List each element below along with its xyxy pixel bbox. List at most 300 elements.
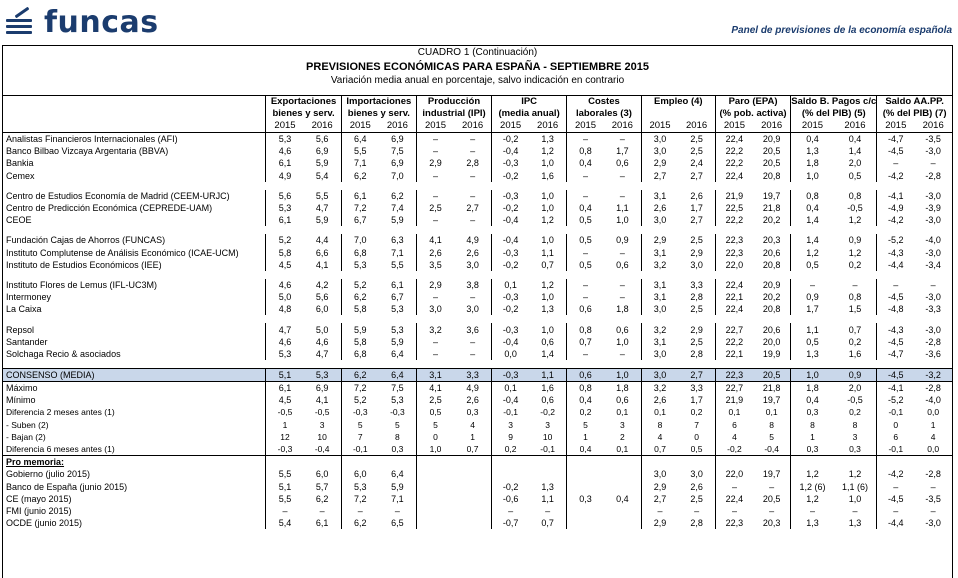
value-cell: –	[567, 170, 604, 182]
value-cell: 6,1	[266, 214, 304, 226]
value-cell: –	[877, 505, 915, 517]
value-cell	[791, 456, 834, 469]
year-header: 2015	[567, 120, 604, 133]
value-cell: 7,5	[391, 383, 404, 394]
value-cell: -3,2	[914, 369, 952, 382]
value-cell: 1,0	[604, 369, 641, 382]
value-cell: 5,9	[391, 336, 404, 347]
value-cell: 4	[470, 419, 475, 430]
row-label: Centro de Estudios Economía de Madrid (CEEM-URJC)	[6, 190, 230, 201]
value-cell: 1,1	[791, 323, 834, 335]
value-cell: 1,7	[690, 395, 703, 406]
value-cell: 6,0	[341, 468, 379, 480]
value-cell: –	[769, 505, 775, 516]
value-cell: 4,1	[416, 382, 454, 395]
value-cell: 6,9	[315, 383, 329, 394]
value-cell: 1,6	[848, 348, 862, 359]
value-cell: 22,3	[715, 369, 753, 382]
value-cell: 22,7	[715, 382, 753, 395]
value-cell: 4	[641, 431, 678, 443]
value-cell: 5,3	[266, 133, 304, 146]
value-cell: 0,2	[567, 406, 604, 418]
value-cell: 2,5	[690, 235, 703, 246]
value-cell: 1,0	[541, 235, 554, 246]
value-cell: 0,7	[466, 444, 479, 455]
value-cell: -0,3	[492, 323, 530, 335]
value-cell: 1,1	[529, 369, 567, 382]
value-cell: 2,0	[848, 383, 862, 394]
value-cell: 22,1	[715, 291, 753, 303]
value-cell: 2,7	[678, 369, 715, 382]
table-row	[3, 382, 952, 395]
value-cell: 3,5	[416, 259, 454, 271]
table-row	[3, 456, 952, 469]
value-cell: -0,6	[492, 493, 530, 505]
value-cell: 0,5	[567, 214, 604, 226]
value-cell: 1,0	[541, 203, 554, 214]
value-cell	[492, 468, 530, 480]
value-cell: -4,0	[925, 395, 941, 406]
value-cell: 0,5	[567, 234, 604, 246]
value-cell: 1,2	[541, 279, 554, 290]
row-label: Intermoney	[6, 292, 52, 303]
value-cell: 1,5	[848, 304, 862, 315]
value-cell: 22,3	[715, 517, 753, 529]
value-cell: 5,8	[341, 336, 379, 348]
column-header-line2	[641, 108, 715, 120]
value-cell: 0,3	[466, 407, 479, 418]
column-header-line2: (% del PIB) (5)	[791, 108, 877, 120]
value-cell: –	[470, 215, 476, 226]
value-cell: -3,5	[925, 134, 941, 145]
year-header: 2016	[304, 120, 342, 133]
value-cell: –	[416, 348, 454, 360]
value-cell: 5,8	[341, 303, 379, 315]
value-cell: 0,4	[791, 133, 834, 146]
value-cell: –	[416, 336, 454, 348]
table-row	[3, 505, 952, 517]
value-cell: –	[694, 505, 700, 516]
value-cell: 22,3	[715, 247, 753, 259]
value-cell: 4,6	[315, 336, 329, 347]
value-cell: 0,8	[848, 190, 862, 201]
value-cell: 4,9	[466, 383, 479, 394]
value-cell: -2,8	[925, 170, 941, 181]
value-cell: -0,5	[266, 406, 304, 418]
value-cell: 3,3	[690, 279, 703, 290]
value-cell: -0,4	[492, 145, 530, 157]
value-cell: -4,7	[877, 348, 915, 360]
value-cell: 3,0	[466, 304, 479, 315]
value-cell: 0,4	[567, 202, 604, 214]
value-cell: 8	[395, 431, 400, 442]
value-cell: 0,2	[492, 443, 530, 456]
value-cell: 0,5	[416, 406, 454, 418]
value-cell: –	[416, 214, 454, 226]
value-cell: 1,2	[791, 247, 834, 259]
value-cell: 8	[791, 419, 834, 431]
value-cell: 3,0	[641, 133, 678, 146]
value-cell	[753, 456, 791, 469]
value-cell: -0,5	[847, 203, 863, 214]
year-header: 2016	[529, 120, 567, 133]
year-header: 2015	[416, 120, 454, 133]
value-cell: 0,0	[492, 348, 530, 360]
value-cell: 1,1 (6)	[841, 481, 868, 492]
value-cell: 21,8	[762, 203, 781, 214]
value-cell: 6,9	[315, 146, 329, 157]
table-row	[3, 481, 952, 493]
value-cell: 22,1	[715, 348, 753, 360]
value-cell: 0,6	[567, 369, 604, 382]
value-cell: 2,5	[690, 304, 703, 315]
value-cell: 5,5	[341, 145, 379, 157]
value-cell: 6,7	[391, 292, 404, 303]
value-cell: 0,4	[791, 202, 834, 214]
value-cell: 22,4	[715, 279, 753, 291]
value-cell: 1,3	[848, 518, 862, 529]
value-cell: –	[930, 158, 936, 169]
value-cell: –	[619, 170, 625, 181]
value-cell: 3,3	[690, 383, 703, 394]
value-cell: 7,4	[391, 203, 404, 214]
value-cell: 3,0	[641, 369, 678, 382]
value-cell: –	[791, 279, 834, 291]
value-cell: 1,3	[541, 304, 554, 315]
value-cell: 5,3	[391, 324, 404, 335]
value-cell: 22,5	[715, 202, 753, 214]
value-cell	[379, 456, 417, 469]
value-cell: 4,9	[466, 235, 479, 246]
value-cell: 10	[542, 431, 553, 442]
row-label: Fundación Cajas de Ahorros (FUNCAS)	[6, 235, 166, 246]
value-cell: 5,2	[266, 234, 304, 246]
value-cell: 6,2	[341, 517, 379, 529]
value-cell: 1,3	[791, 517, 834, 529]
row-label: Repsol	[6, 324, 35, 335]
value-cell: –	[852, 279, 858, 290]
table-row	[3, 145, 952, 157]
value-cell: 2,5	[416, 202, 454, 214]
value-cell: 1,2	[791, 468, 834, 480]
value-cell: 4	[930, 431, 936, 442]
value-cell: 0,7	[541, 259, 554, 270]
value-cell	[416, 481, 454, 493]
value-cell: -0,1	[492, 406, 530, 418]
value-cell: 0,1	[492, 279, 530, 291]
value-cell: -0,1	[877, 406, 915, 418]
value-cell	[454, 468, 492, 480]
value-cell: 1,7	[616, 146, 629, 157]
value-cell: -3,4	[925, 259, 941, 270]
value-cell: 4,5	[266, 259, 304, 271]
forecast-table	[3, 95, 952, 529]
value-cell: 19,7	[762, 190, 781, 201]
value-cell: 4,5	[266, 394, 304, 406]
value-cell: -4,2	[877, 214, 915, 226]
consensus-row	[3, 369, 952, 382]
value-cell: 1,7	[791, 303, 834, 315]
value-cell: –	[791, 505, 834, 517]
value-cell: -0,4	[492, 394, 530, 406]
value-cell: –	[470, 336, 476, 347]
value-cell: 5,3	[341, 481, 379, 493]
value-cell: 4,6	[266, 336, 304, 348]
value-cell: 22,2	[715, 214, 753, 226]
value-cell: -3,0	[925, 292, 941, 303]
value-cell: -3,0	[925, 146, 941, 157]
page-header	[0, 0, 958, 44]
value-cell: 22,4	[715, 170, 753, 182]
value-cell: 1,3	[541, 134, 554, 145]
value-cell	[454, 517, 492, 529]
value-cell: -0,2	[492, 259, 530, 271]
value-cell: 6,7	[341, 214, 379, 226]
value-cell: 2,7	[641, 493, 678, 505]
value-cell: –	[930, 481, 936, 492]
value-cell: 1,7	[690, 203, 703, 214]
value-cell	[416, 456, 454, 469]
value-cell: 1,2 (6)	[791, 481, 834, 493]
value-cell	[567, 456, 604, 469]
row-label: CE (mayo 2015)	[6, 493, 72, 504]
value-cell: 0,1	[765, 407, 778, 418]
value-cell	[604, 456, 641, 469]
value-cell: 0,9	[791, 291, 834, 303]
value-cell: 0,4	[848, 134, 862, 145]
value-cell: 1,1	[541, 493, 554, 504]
table-row	[3, 214, 952, 226]
value-cell: 6,4	[391, 348, 404, 359]
value-cell: 6,4	[391, 469, 404, 480]
value-cell: 20,8	[762, 304, 781, 315]
value-cell: 4,2	[315, 279, 329, 290]
value-cell: –	[416, 291, 454, 303]
value-cell: –	[470, 348, 476, 359]
value-cell: -4,8	[877, 303, 915, 315]
value-cell: 5,9	[391, 215, 404, 226]
value-cell: 1,1	[541, 247, 554, 258]
value-cell: 20,5	[762, 493, 781, 504]
value-cell: –	[619, 292, 625, 303]
value-cell: 0,7	[541, 518, 554, 529]
value-cell: 0	[694, 431, 699, 442]
value-cell: 5,3	[304, 369, 342, 382]
value-cell: 6,3	[391, 235, 404, 246]
value-cell: 3,2	[416, 323, 454, 335]
value-cell: 0,8	[567, 323, 604, 335]
column-header-line1: Producción	[416, 96, 491, 109]
row-label: Gobierno (julio 2015)	[6, 469, 91, 480]
year-header: 2016	[604, 120, 641, 133]
value-cell: -4,3	[877, 247, 915, 259]
value-cell: 2,9	[690, 247, 703, 258]
value-cell: 5,3	[391, 395, 404, 406]
value-cell: 6,2	[341, 369, 379, 382]
value-cell: 4	[715, 431, 753, 443]
table-row	[3, 443, 952, 456]
row-label: Santander	[6, 336, 48, 347]
value-cell: 20,9	[762, 134, 781, 145]
value-cell: 1,2	[848, 215, 862, 226]
value-cell: 0,2	[849, 407, 861, 418]
value-cell: -3,0	[925, 324, 941, 335]
value-cell: 3,8	[466, 279, 479, 290]
value-cell: 2,8	[690, 292, 703, 303]
value-cell: 5,9	[315, 215, 329, 226]
funcas-logo	[6, 7, 159, 39]
value-cell: 1,0	[541, 292, 554, 303]
value-cell: 0,7	[567, 336, 604, 348]
value-cell: -4,7	[877, 133, 915, 146]
value-cell: -0,3	[341, 406, 379, 418]
value-cell: 0,2	[848, 259, 862, 270]
row-label: Banco de España (junio 2015)	[6, 481, 128, 492]
year-header: 2015	[266, 120, 304, 133]
value-cell: 1,0	[416, 443, 454, 456]
value-cell: 4,7	[315, 348, 329, 359]
column-header-line2: (media anual)	[492, 108, 567, 120]
value-cell: -0,2	[492, 170, 530, 182]
value-cell: 4,1	[315, 395, 329, 406]
value-cell: 7,0	[391, 170, 404, 181]
value-cell: –	[619, 348, 625, 359]
forecast-table-frame	[2, 45, 953, 578]
value-cell: 2,5	[690, 134, 703, 145]
row-label: La Caixa	[6, 304, 42, 315]
value-cell: 2,9	[641, 234, 678, 246]
value-cell	[567, 505, 604, 517]
value-cell: 0,0	[927, 407, 940, 418]
value-cell: 3,0	[690, 259, 703, 270]
value-cell: 22,2	[715, 157, 753, 169]
value-cell: 3,0	[466, 259, 479, 270]
value-cell: -3,0	[925, 247, 941, 258]
value-cell	[604, 517, 641, 529]
value-cell: 2,6	[466, 395, 479, 406]
value-cell: 1,0	[616, 336, 629, 347]
column-header-line2: laborales (3)	[567, 108, 642, 120]
value-cell: 7,5	[391, 146, 404, 157]
value-cell: 22,0	[715, 259, 753, 271]
value-cell: 5,6	[315, 134, 329, 145]
value-cell: 1,2	[541, 146, 554, 157]
value-cell: -5,2	[877, 394, 915, 406]
value-cell: 0,6	[567, 303, 604, 315]
value-cell: 5,1	[266, 369, 304, 382]
value-cell: 1,0	[541, 158, 554, 169]
value-cell: -3,6	[925, 348, 941, 359]
value-cell: 6,4	[341, 133, 379, 146]
value-cell: 0,3	[791, 406, 834, 418]
value-cell: 0,7	[641, 443, 678, 456]
year-header: 2016	[379, 120, 417, 133]
value-cell: 0,8	[567, 382, 604, 395]
value-cell: -0,1	[540, 444, 555, 455]
column-header-line2: bienes y serv.	[266, 108, 341, 120]
value-cell: 5,6	[315, 292, 329, 303]
value-cell: 0,2	[848, 336, 862, 347]
value-cell: 9	[492, 431, 530, 443]
value-cell: 2,5	[416, 394, 454, 406]
value-cell: 2,8	[690, 348, 703, 359]
row-label: - Suben (2)	[6, 419, 49, 430]
value-cell: 0,6	[616, 324, 629, 335]
table-row	[3, 170, 952, 182]
value-cell: 1,8	[616, 304, 629, 315]
value-cell: –	[416, 170, 454, 182]
value-cell: -0,3	[266, 443, 304, 456]
value-cell: –	[930, 279, 936, 290]
value-cell: 6,9	[391, 134, 404, 145]
value-cell: 5	[567, 419, 604, 431]
value-cell	[914, 456, 952, 469]
value-cell: 5,3	[266, 202, 304, 214]
value-cell: 1,4	[848, 146, 862, 157]
value-cell: 22,4	[715, 493, 753, 505]
value-cell: –	[416, 133, 454, 146]
value-cell: –	[567, 190, 604, 202]
value-cell: 0,4	[567, 157, 604, 169]
year-header: 2015	[791, 120, 834, 133]
table-row	[3, 259, 952, 271]
value-cell: 3,0	[641, 303, 678, 315]
value-cell: –	[319, 505, 325, 516]
value-cell: 6,5	[391, 518, 404, 529]
row-label: Analistas Financieros Internacionales (AFI)	[6, 134, 178, 145]
value-cell: 1,2	[848, 247, 862, 258]
value-cell: 2,5	[690, 336, 703, 347]
value-cell: 3,2	[641, 323, 678, 335]
value-cell: 3,1	[416, 369, 454, 382]
value-cell: -0,2	[492, 202, 530, 214]
year-header: 2016	[678, 120, 715, 133]
column-header-line1: Exportaciones	[266, 96, 341, 109]
row-label: Cemex	[6, 170, 35, 181]
value-cell: 19,9	[762, 348, 781, 359]
value-cell: 20,5	[753, 369, 791, 382]
value-cell: 20,2	[762, 215, 781, 226]
value-cell: 2,9	[641, 157, 678, 169]
column-header-line1: Saldo B. Pagos c/c	[791, 96, 877, 107]
table-row	[3, 468, 952, 480]
value-cell: –	[416, 190, 454, 202]
value-cell	[678, 456, 715, 469]
value-cell: -0,4	[492, 234, 530, 246]
value-cell: 5,2	[341, 394, 379, 406]
value-cell: 6,2	[391, 190, 404, 201]
value-cell	[529, 456, 567, 469]
value-cell: 0,6	[541, 336, 554, 347]
value-cell	[341, 456, 379, 469]
column-header-line1: IPC	[492, 96, 567, 109]
value-cell: 1,8	[616, 383, 629, 394]
row-label: Mínimo	[6, 395, 36, 406]
value-cell: 6,1	[266, 382, 304, 395]
value-cell: –	[877, 157, 915, 169]
value-cell: –	[715, 505, 753, 517]
value-cell: –	[470, 134, 476, 145]
value-cell: 0,9	[848, 235, 862, 246]
value-cell: 8	[852, 419, 858, 430]
value-cell: 20,8	[762, 259, 781, 270]
value-cell: 2,9	[641, 481, 678, 493]
value-cell: 0,8	[848, 292, 862, 303]
value-cell: 2,7	[641, 170, 678, 182]
value-cell: –	[470, 190, 476, 201]
value-cell: 0,1	[492, 382, 530, 395]
value-cell: –	[394, 505, 400, 516]
